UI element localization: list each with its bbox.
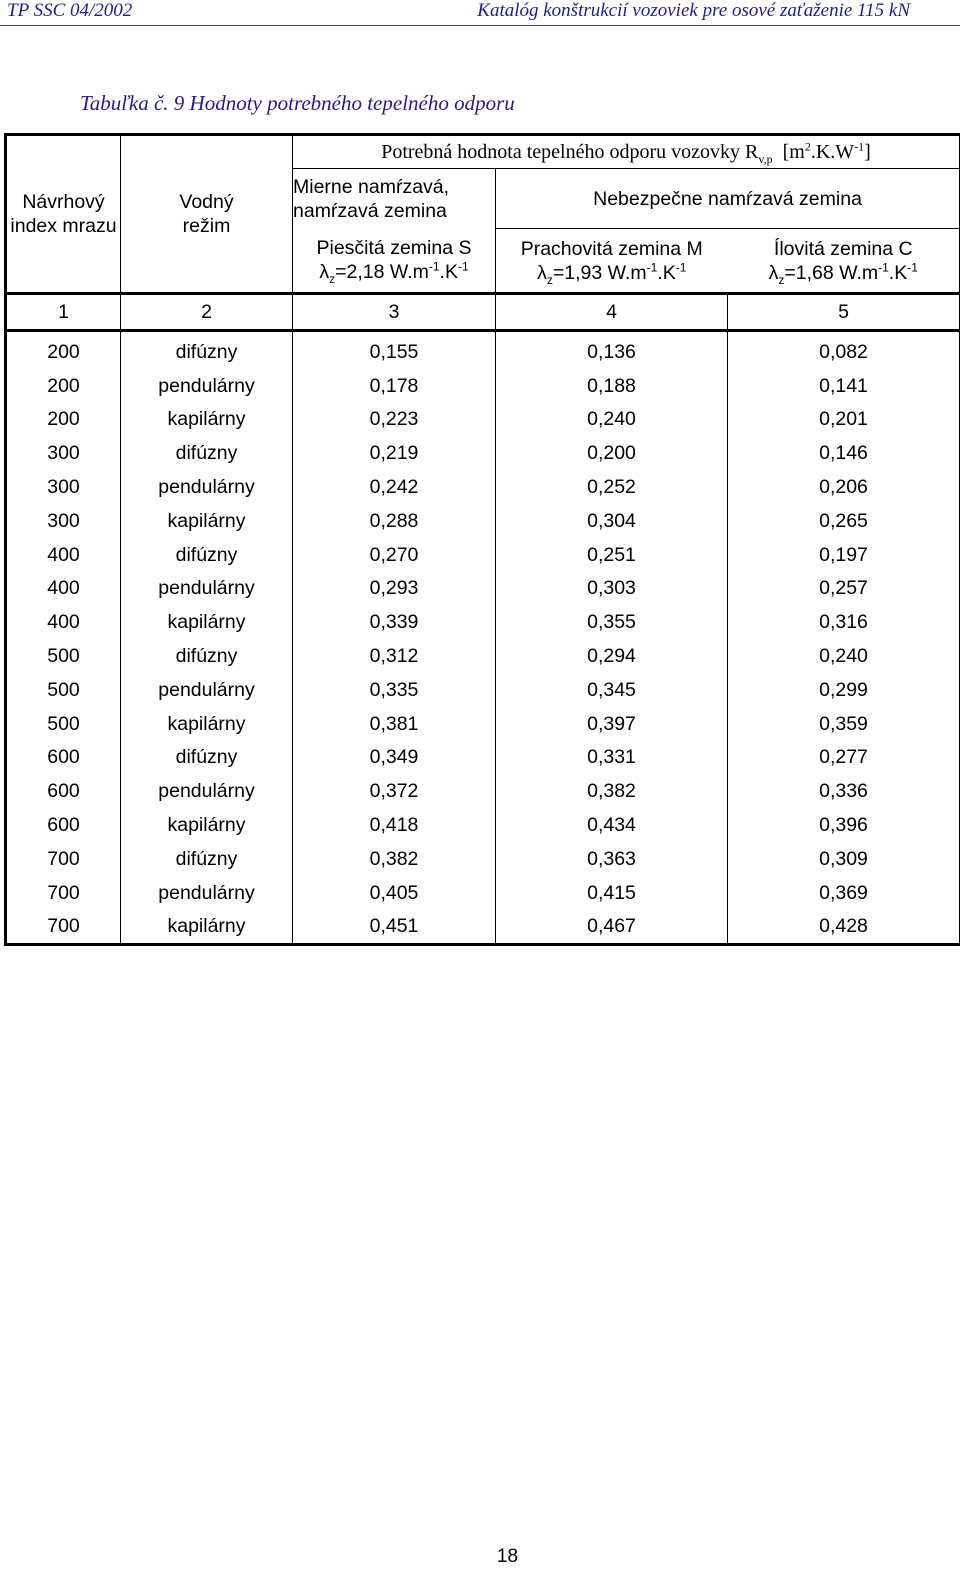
table-row [6,331,960,369]
table-row [6,774,960,808]
cell-frost-index: 600 [6,808,121,842]
header-divider [0,25,960,26]
table-row [6,369,960,403]
cell-frost-index: 200 [6,331,121,369]
cell-water-regime: difúzny [121,842,293,876]
cell-clay: 0,369 [728,876,960,910]
cell-frost-index: 500 [6,707,121,741]
column-number-row [6,294,960,331]
cell-clay: 0,206 [728,470,960,504]
table-row [6,639,960,673]
cell-silt: 0,294 [496,639,728,673]
cell-clay: 0,197 [728,538,960,572]
table-row [6,741,960,775]
cell-silt: 0,434 [496,808,728,842]
header-frost-index-line2: index mrazu [10,215,117,237]
cell-frost-index: 500 [6,673,121,707]
soil-m-sup1: -1 [646,260,658,274]
cell-sand: 0,223 [293,403,496,437]
header-right: Katalóg konštrukcií vozoviek pre osové zaťaženie 115 kN [477,0,910,21]
cell-sand: 0,451 [293,910,496,945]
cell-water-regime: pendulárny [121,369,293,403]
soil-m-name: Prachovitá zemina M [520,237,703,260]
table-row [6,538,960,572]
table-caption: Tabuľka č. 9 Hodnoty potrebného tepelného odporu [80,91,515,115]
header-frost-index-line1: Návrhový [22,191,105,213]
cell-frost-index: 700 [6,842,121,876]
cell-silt: 0,188 [496,369,728,403]
cell-sand: 0,312 [293,639,496,673]
cell-silt: 0,415 [496,876,728,910]
cell-clay: 0,428 [728,910,960,945]
header-soil-m [496,229,728,294]
table-row [6,842,960,876]
soil-m-lambda [496,261,728,285]
cell-frost-index: 500 [6,639,121,673]
cell-silt: 0,251 [496,538,728,572]
cell-sand: 0,335 [293,673,496,707]
cell-silt: 0,240 [496,403,728,437]
cell-frost-index: 200 [6,403,121,437]
cell-frost-index: 300 [6,470,121,504]
cell-water-regime: pendulárny [121,470,293,504]
col-number: 3 [293,294,496,331]
cell-water-regime: difúzny [121,331,293,369]
cell-sand: 0,219 [293,436,496,470]
soil-s-name: Piesčitá zemina S [316,237,472,260]
cell-water-regime: pendulárny [121,774,293,808]
cell-clay: 0,277 [728,741,960,775]
header-soil-s [293,229,496,294]
cell-silt: 0,252 [496,470,728,504]
cell-clay: 0,336 [728,774,960,808]
cell-silt: 0,382 [496,774,728,808]
cell-clay: 0,299 [728,673,960,707]
col-number: 4 [496,294,728,331]
cell-frost-index: 400 [6,605,121,639]
cell-silt: 0,467 [496,910,728,945]
soil-c-lambda [728,261,960,285]
soil-s-sup1: -1 [428,259,440,274]
header-water-regime [121,135,293,294]
cell-clay: 0,359 [728,707,960,741]
cell-water-regime: difúzny [121,436,293,470]
table-row [6,876,960,910]
cell-clay: 0,316 [728,605,960,639]
cell-clay: 0,396 [728,808,960,842]
cell-water-regime: kapilárny [121,504,293,538]
lambda-sub: z [329,272,336,287]
table-row [6,707,960,741]
cell-water-regime: pendulárny [121,876,293,910]
table-row [6,403,960,437]
cell-silt: 0,331 [496,741,728,775]
cell-sand: 0,349 [293,741,496,775]
thermal-resistance-table [4,133,960,946]
cell-water-regime: kapilárny [121,808,293,842]
soil-m-lambda-value: =1,93 W.m [552,261,647,284]
header-unit-end: ] [864,141,871,163]
cell-frost-index: 300 [6,436,121,470]
cell-sand: 0,418 [293,808,496,842]
cell-water-regime: kapilárny [121,910,293,945]
soil-s-sup2: -1 [457,259,469,274]
table-row [6,673,960,707]
cell-sand: 0,242 [293,470,496,504]
soil-c-sup1: -1 [878,260,889,274]
cell-frost-index: 700 [6,910,121,945]
cell-silt: 0,345 [496,673,728,707]
cell-frost-index: 200 [6,369,121,403]
header-group-dangerous: Nebezpečne namŕzavá zemina [496,169,960,229]
cell-sand: 0,372 [293,774,496,808]
table-row [6,436,960,470]
soil-m-k: .K [657,261,676,284]
col-number: 2 [121,294,293,331]
header-group-mild-line1: Mierne namŕzavá, [293,175,450,198]
header-unit-a: [m [782,141,805,163]
table-row [6,572,960,606]
soil-c-name: Ílovitá zemina C [773,237,913,260]
cell-sand: 0,382 [293,842,496,876]
table-row [6,470,960,504]
cell-clay: 0,201 [728,403,960,437]
running-header [7,0,953,26]
header-unit-sup-a: 2 [804,139,811,154]
table-row [6,605,960,639]
header-group-mild [293,169,496,229]
cell-sand: 0,288 [293,504,496,538]
table-row [6,808,960,842]
cell-frost-index: 700 [6,876,121,910]
cell-sand: 0,381 [293,707,496,741]
cell-silt: 0,200 [496,436,728,470]
cell-silt: 0,304 [496,504,728,538]
col-number: 5 [728,294,960,331]
header-required-sub: v,p [758,152,773,166]
cell-frost-index: 300 [6,504,121,538]
soil-s-k: .K [439,261,458,284]
cell-water-regime: difúzny [121,538,293,572]
cell-frost-index: 600 [6,774,121,808]
cell-silt: 0,363 [496,842,728,876]
cell-clay: 0,257 [728,572,960,606]
cell-sand: 0,270 [293,538,496,572]
table-body [6,331,960,945]
header-unit-sup-b: -1 [854,139,865,154]
header-required-value [293,135,960,169]
header-unit-b: .K.W [810,141,855,163]
table-row [6,504,960,538]
header-soil-c [728,229,960,294]
header-frost-index [6,135,121,294]
cell-sand: 0,178 [293,369,496,403]
cell-silt: 0,397 [496,707,728,741]
cell-frost-index: 600 [6,741,121,775]
soil-m-sup2: -1 [675,260,687,274]
cell-sand: 0,293 [293,572,496,606]
cell-water-regime: difúzny [121,639,293,673]
lambda-sub: z [546,272,553,287]
cell-sand: 0,405 [293,876,496,910]
soil-s-lambda-value: =2,18 W.m [335,261,429,284]
header-group-mild-line2: namŕzavá zemina [293,199,447,222]
cell-clay: 0,082 [728,331,960,369]
cell-sand: 0,339 [293,605,496,639]
header-required-text: Potrebná hodnota tepelného odporu vozovky R [381,141,759,163]
header-water-regime-line1: Vodný [179,191,234,213]
cell-sand: 0,155 [293,331,496,369]
cell-frost-index: 400 [6,538,121,572]
cell-water-regime: difúzny [121,741,293,775]
page-number: 18 [496,1546,519,1567]
table-row [6,910,960,945]
lambda-symbol: λ [768,261,779,284]
cell-clay: 0,240 [728,639,960,673]
soil-s-lambda [293,259,495,287]
lambda-sub: z [778,272,785,287]
cell-water-regime: kapilárny [121,605,293,639]
cell-water-regime: pendulárny [121,572,293,606]
header-left: TP SSC 04/2002 [7,0,133,21]
lambda-symbol: λ [537,261,547,284]
cell-clay: 0,146 [728,436,960,470]
cell-water-regime: kapilárny [121,403,293,437]
cell-clay: 0,309 [728,842,960,876]
cell-clay: 0,265 [728,504,960,538]
col-number: 1 [6,294,121,331]
soil-c-k: .K [888,261,908,284]
lambda-symbol: λ [319,261,330,284]
soil-c-sup2: -1 [907,260,918,274]
cell-clay: 0,141 [728,369,960,403]
header-water-regime-line2: režim [182,215,231,237]
cell-silt: 0,136 [496,331,728,369]
cell-frost-index: 400 [6,572,121,606]
cell-silt: 0,303 [496,572,728,606]
cell-silt: 0,355 [496,605,728,639]
cell-water-regime: pendulárny [121,673,293,707]
cell-water-regime: kapilárny [121,707,293,741]
soil-c-lambda-value: =1,68 W.m [784,261,879,284]
